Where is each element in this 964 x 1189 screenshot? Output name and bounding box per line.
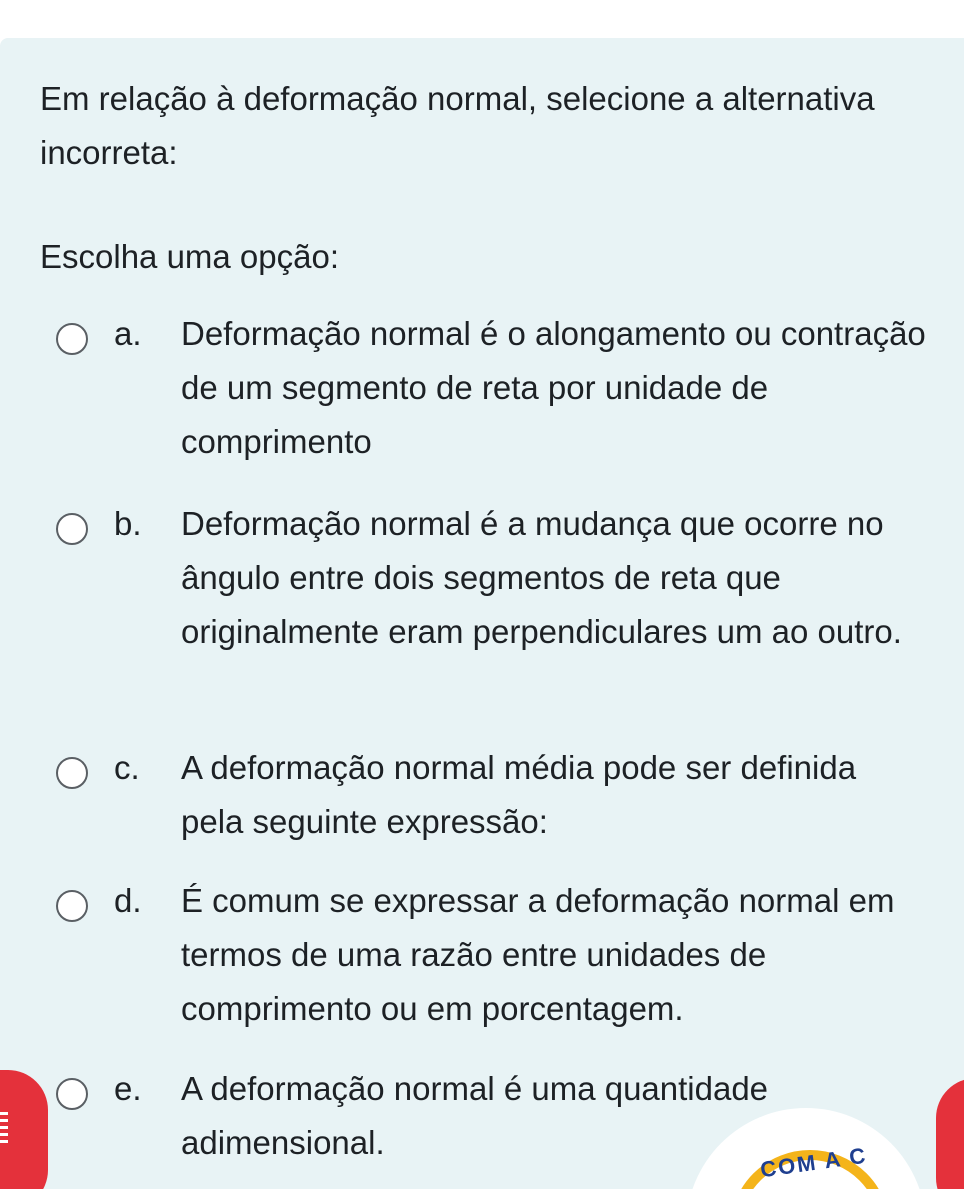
option-letter: c.	[114, 749, 140, 786]
option-letter: e.	[114, 1070, 142, 1107]
option-text: Deformação normal é o alongamento ou contração de um segmento de reta por unidade de comprimento	[181, 315, 926, 460]
option-text: Deformação normal é a mudança que ocorre no ângulo entre dois segmentos de reta que originalmente eram perpendiculares um ao outro.	[181, 505, 902, 650]
option-text: É comum se expressar a deformação normal em termos de uma razão entre unidades de comprimento ou em porcentagem.	[181, 882, 895, 1027]
option-letter: b.	[114, 505, 142, 542]
menu-icon	[0, 1112, 8, 1146]
choose-option-prompt: Escolha uma opção:	[40, 238, 340, 275]
radio-unchecked-icon[interactable]	[56, 890, 88, 922]
option-text: A deformação normal média pode ser definida pela seguinte expressão:	[181, 749, 857, 840]
option-letter: d.	[114, 882, 142, 919]
option-letter: a.	[114, 315, 142, 352]
option-text: A deformação normal é uma quantidade adimensional.	[181, 1070, 769, 1161]
radio-unchecked-icon[interactable]	[56, 757, 88, 789]
radio-unchecked-icon[interactable]	[56, 513, 88, 545]
logo-text: COM A C	[758, 1142, 869, 1183]
radio-unchecked-icon[interactable]	[56, 323, 88, 355]
question-text: Em relação à deformação normal, selecione a alternativa incorreta:	[40, 80, 875, 171]
radio-unchecked-icon[interactable]	[56, 1078, 88, 1110]
